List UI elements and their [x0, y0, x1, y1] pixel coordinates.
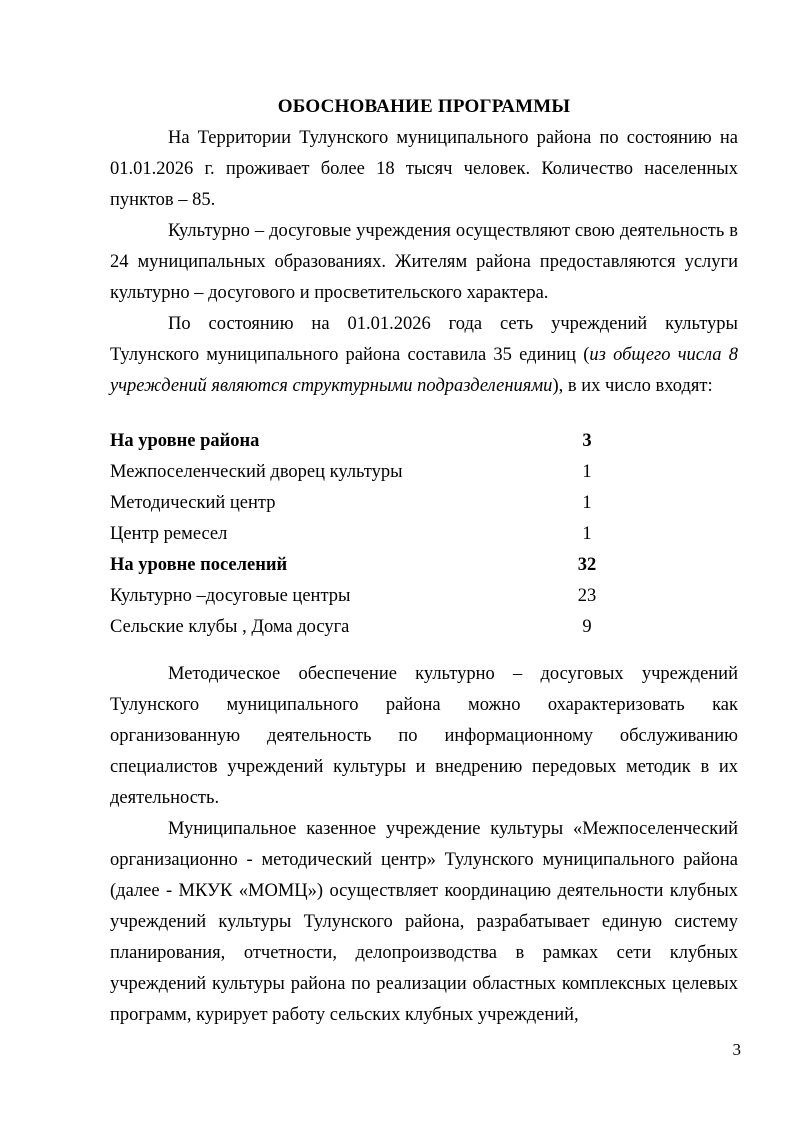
institutions-list	[110, 426, 738, 643]
list-item-label: Сельские клубы , Дома досуга	[110, 617, 350, 637]
paragraph-cultural-institutions-activity: Культурно – досуговые учреждения осуществляют свою деятельность в 24 муниципальных образованиях. Жителям района предоставляются услуги культурно – досугового и просветительского характера.	[110, 221, 738, 303]
list-item	[110, 550, 738, 581]
paragraph-network-count-tail: ), в их число входят:	[552, 376, 713, 396]
list-item-label: Культурно –досуговые центры	[110, 586, 351, 606]
page-title: ОБОСНОВАНИЕ ПРОГРАММЫ	[277, 96, 571, 117]
list-item-label: Центр ремесел	[110, 524, 228, 544]
paragraph-methodical-support: Методическое обеспечение культурно – досуговых учреждений Тулунского муниципального района можно охарактеризовать как организованную деятельность по информационному обслуживанию специалистов учреждений культуры и внедрению передовых методик в их деятельность.	[110, 664, 738, 808]
list-item-value: 9	[582, 617, 592, 637]
list-item-value: 1	[582, 493, 592, 513]
list-item-label: Методический центр	[110, 493, 276, 513]
paragraph-network-count-lead: По состоянию на 01.01.2026 года сеть учреждений культуры Тулунского муниципального района составила 35 единиц (	[110, 314, 738, 365]
list-item-value: 3	[582, 431, 592, 451]
list-item-label: На уровне района	[110, 431, 260, 451]
list-item	[110, 612, 738, 643]
document-body	[110, 92, 738, 1031]
list-item-label: Межпоселенческий дворец культуры	[110, 462, 403, 482]
paragraph-network-count-italic-note: из общего числа 8 учреждений являются структурными подразделениями	[110, 345, 738, 396]
list-item	[110, 426, 738, 457]
page-number: 3	[732, 1040, 741, 1059]
list-item-label: На уровне поселений	[110, 555, 288, 575]
paragraph-network-count	[110, 309, 738, 402]
list-item	[110, 457, 738, 488]
list-item-value: 1	[582, 524, 592, 544]
paragraph-momc-description: Муниципальное казенное учреждение культуры «Межпоселенческий организационно - методический центр» Тулунского муниципального района (далее - МКУК «МОМЦ») осуществляет координацию деятельности клубных учреждений культуры Тулунского района, разрабатывает единую систему планирования, отчетности, делопроизводства в рамках сети клубных учреждений культуры района по реализации областных комплексных целевых программ, курирует работу сельских клубных учреждений,	[110, 819, 738, 1025]
paragraph-population: На Территории Тулунского муниципального района по состоянию на 01.01.2026 г. проживает более 18 тысяч человек. Количество населенных пунктов – 85.	[110, 128, 738, 210]
list-item	[110, 581, 738, 612]
list-item-value: 32	[577, 555, 597, 575]
list-item-value: 1	[582, 462, 592, 482]
list-item-value: 23	[577, 586, 597, 606]
list-item	[110, 488, 738, 519]
list-item	[110, 519, 738, 550]
